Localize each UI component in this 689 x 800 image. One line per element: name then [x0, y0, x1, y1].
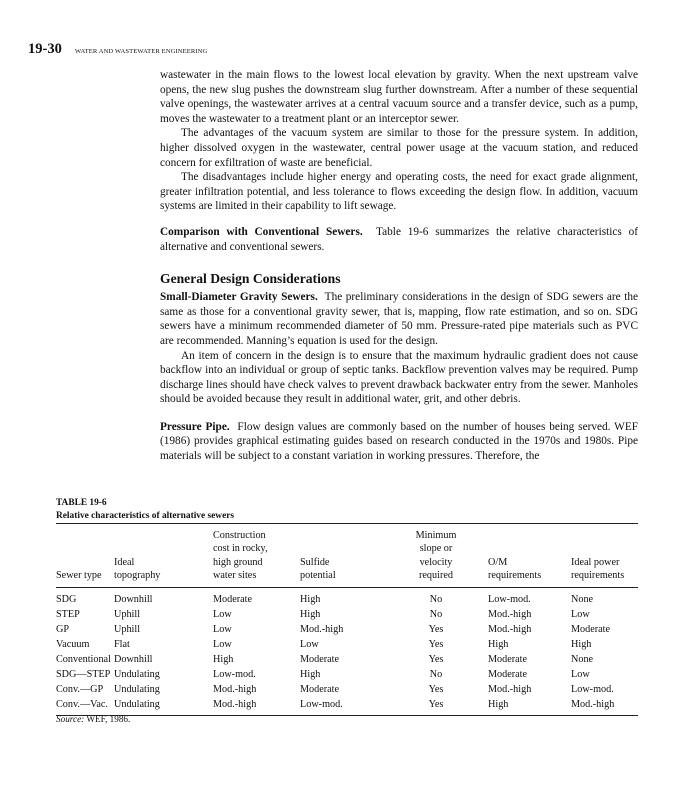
table-cell: Mod.-high	[488, 623, 532, 635]
table-cell: Mod.-high	[300, 623, 344, 635]
table-container	[56, 523, 638, 716]
table-cell: Moderate	[213, 593, 253, 605]
source-text: WEF, 1986.	[86, 714, 131, 724]
table-cell: Yes	[428, 654, 444, 665]
table-row	[56, 637, 638, 652]
table-cell: Low-mod.	[488, 593, 531, 605]
table-cell: GP	[56, 623, 70, 635]
table-cell: Low	[300, 638, 319, 650]
table-cell: Low	[213, 638, 232, 650]
table-cell: SDG	[56, 593, 77, 605]
paragraph: The disadvantages include higher energy and operating costs, the need for exact grade alignment, greater infiltration potential, and less tolerance to flows exceeding the design flow. In addition, vacuum systems are limited in their capability to lift sewage.	[160, 171, 638, 213]
table-cell: Low-mod.	[571, 684, 614, 696]
table-cell: Downhill	[114, 654, 153, 665]
paragraph-pressure	[160, 420, 638, 464]
table-cell: Vacuum	[56, 638, 90, 650]
table-caption	[56, 497, 638, 523]
table-cell: Conv.—GP	[56, 684, 104, 696]
table-cell: STEP	[56, 608, 80, 620]
table-cell: High	[213, 654, 234, 665]
table-cell: Undulating	[114, 684, 160, 696]
table-cell: Uphill	[114, 623, 141, 635]
column-header: Sulfide potential	[300, 556, 336, 582]
run-in-heading: Comparison with Conventional Sewers.	[160, 225, 363, 238]
table-cell: Undulating	[114, 669, 160, 681]
table-cell: High	[300, 593, 321, 605]
bottom-rule	[56, 715, 638, 716]
table-row	[56, 667, 638, 682]
table-cell: Flat	[114, 638, 130, 650]
table-cell: Undulating	[114, 699, 160, 711]
table-cell: SDG—STEP	[56, 669, 111, 681]
column-header: Ideal topography	[114, 556, 161, 582]
table-cell: Low	[213, 623, 232, 635]
table-cell: Yes	[428, 684, 444, 696]
paragraph-comparison	[160, 225, 638, 254]
table-row	[56, 587, 638, 607]
paragraph-text: The preliminary considerations in the design of SDG sewers are the same as those for a conventional gravity sewer, that is, mapping, flow rate estimation, and so on. SDG sewers have a minimum recommended diameter of 50 mm. Pressure-rated pipe materials such as PVC are recommended. Manning’s equation is used for the design.	[160, 291, 639, 347]
run-in-heading: Pressure Pipe.	[160, 420, 230, 433]
table-cell: Conventional	[56, 654, 111, 665]
table-cell: Low	[571, 669, 590, 681]
paragraph: wastewater in the main flows to the lowest local elevation by gravity. When the next upstream valve opens, the new slug pushes the downstream slug further downstream. After a number of these sequential valve openings, the wastewater arrives at a central vacuum source and a transfer device, such as a pump, moves the wastewater to a treatment plant or an interceptor sewer.	[160, 69, 638, 125]
column-header: O/M requirements	[488, 556, 542, 582]
paragraph: An item of concern in the design is to ensure that the maximum hydraulic gradient does not cause backflow into an individual or group of septic tanks. Backflow prevention valves may be required. Pump discharge lines should have check valves to prevent drawback backwater entry from the sewer. Manholes should be avoided because they result in additional water, grit, and other debris.	[160, 349, 638, 406]
table-source	[56, 714, 130, 724]
table-cell: None	[571, 593, 594, 605]
column-header: Ideal power requirements	[571, 556, 625, 582]
table-cell: Mod.-high	[488, 608, 532, 620]
table-cell: Yes	[428, 638, 444, 650]
running-head: WATER AND WASTEWATER ENGINEERING	[74, 48, 208, 55]
table-cell: Low-mod.	[300, 699, 343, 711]
table-cell: Moderate	[488, 654, 528, 665]
table-number: TABLE 19-6	[56, 498, 107, 508]
table-cell: Moderate	[488, 669, 528, 681]
characteristics-table	[56, 524, 638, 715]
table-cell: Mod.-high	[488, 684, 532, 696]
column-header: Construction cost in rocky, high ground water sites	[213, 530, 268, 582]
table-cell: Low	[571, 608, 590, 620]
table-row	[56, 652, 638, 667]
column-header: Minimum slope or velocity required	[415, 530, 457, 582]
table-cell: High	[488, 699, 509, 711]
table-title: Relative characteristics of alternative sewers	[56, 511, 235, 521]
table-cell: Moderate	[300, 654, 340, 665]
table-cell: Yes	[428, 699, 444, 711]
section-title: General Design Considerations	[160, 271, 341, 287]
table-cell: High	[300, 608, 321, 620]
table-row	[56, 682, 638, 697]
table-row	[56, 607, 638, 622]
table-cell: High	[488, 638, 509, 650]
table-cell: Mod.-high	[571, 699, 615, 711]
table-cell: High	[571, 638, 592, 650]
table-cell: Moderate	[300, 684, 340, 696]
table-cell: Yes	[428, 623, 444, 635]
body-text	[160, 68, 638, 464]
paragraph-text: Table 19-6 summarizes the relative characteristics of alternative and conventional sewers.	[160, 225, 638, 253]
table-row	[56, 622, 638, 637]
table-cell: High	[300, 669, 321, 681]
page-number: 19-30	[28, 41, 62, 57]
table-cell: Uphill	[114, 608, 141, 620]
table-cell: No	[429, 593, 443, 605]
table-cell: Mod.-high	[213, 684, 257, 696]
paragraph-text: Flow design values are commonly based on the number of houses being served. WEF (1986) provides graphical estimating guides based on research conducted in the 1970s and 1980s. Pipe materials will be subject to a constant variation in working pressures. Therefore, the	[160, 420, 639, 463]
table-cell: Moderate	[571, 623, 611, 635]
table-cell: Mod.-high	[213, 699, 257, 711]
source-label: Source:	[56, 714, 85, 724]
table-cell: None	[571, 654, 594, 665]
run-in-heading: Small-Diameter Gravity Sewers.	[160, 291, 318, 304]
table-row	[56, 697, 638, 715]
table-cell: Conv.—Vac.	[56, 699, 108, 711]
paragraph-sdg	[160, 290, 638, 348]
column-header: Sewer type	[56, 570, 102, 582]
table-cell: Downhill	[114, 593, 153, 605]
table-cell: No	[429, 608, 443, 620]
page-header	[28, 41, 207, 58]
table-header-row	[56, 524, 638, 587]
table-cell: Low	[213, 608, 232, 620]
table-body	[56, 587, 638, 715]
table-cell: No	[429, 669, 443, 681]
paragraph: The advantages of the vacuum system are similar to those for the pressure system. In addition, higher dissolved oxygen in the wastewater, central power usage at the vacuum station, and reduced concern for exfiltration of waste are beneficial.	[160, 127, 638, 169]
table-cell: Low-mod.	[213, 669, 256, 681]
